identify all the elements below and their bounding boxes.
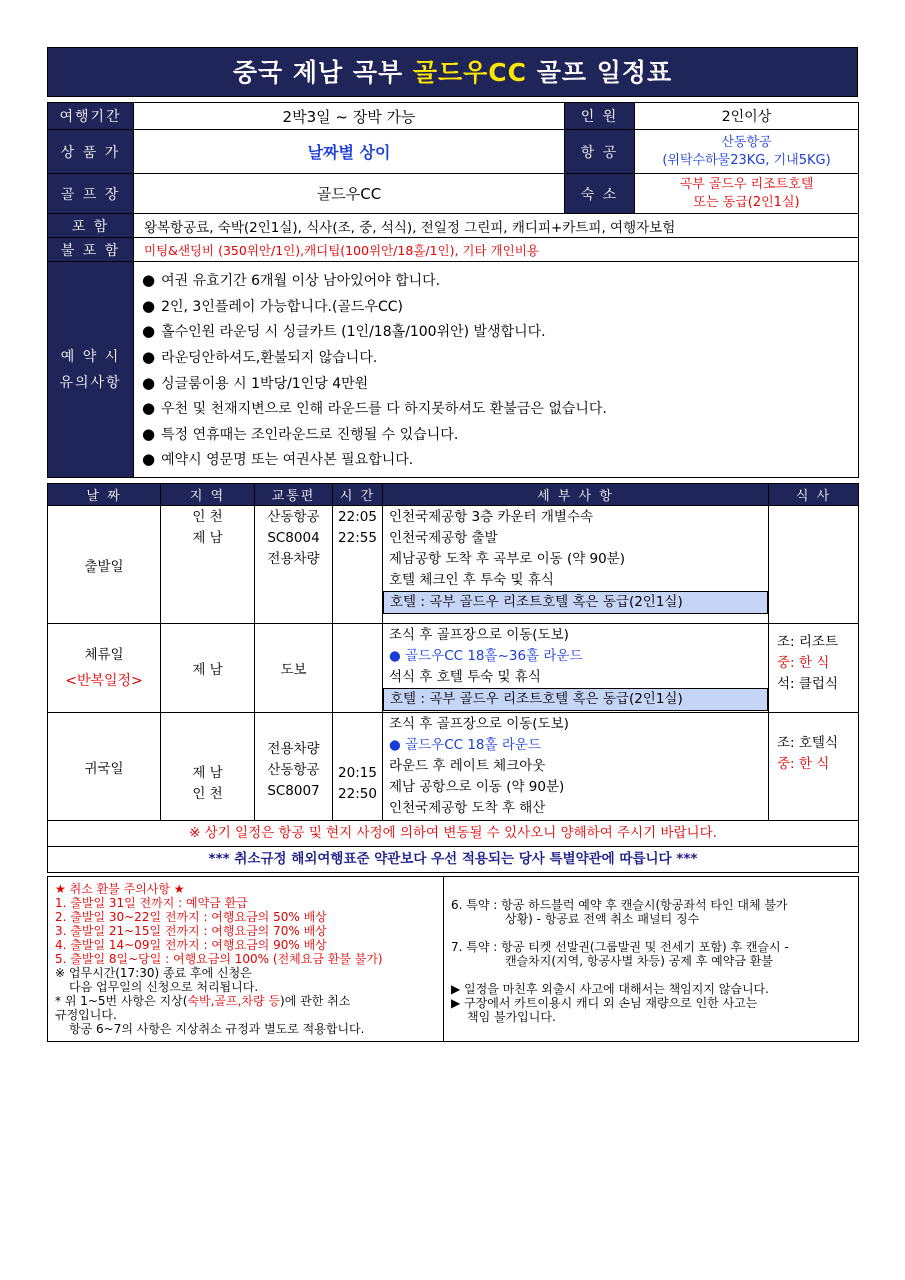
period-label: 여행기간 — [48, 103, 134, 130]
golf-value: 골드우CC — [134, 174, 565, 214]
policy-notice: *** 취소규정 해외여행표준 약관보다 우선 적용되는 당사 특별약관에 따릅니다 *** — [48, 847, 859, 873]
included-value: 왕복항공료, 숙박(2인1실), 식사(조, 중, 석식), 전일정 그린피, 캐디피+카트피, 여행자보험 — [134, 214, 859, 238]
refund-heading: ★ 취소 환불 주의사항 ★ — [55, 882, 185, 896]
day1-hotel: 호텔 : 곡부 골드우 리조트호텔 혹은 동급(2인1실) — [383, 591, 768, 614]
day1-region: 인 천 — [192, 509, 223, 525]
table-row — [48, 506, 859, 624]
day1-time: 22:55 — [338, 530, 377, 546]
circle-icon: ● — [389, 737, 401, 753]
day1-detail: 인천국제공항 3층 카운터 개별수속 — [389, 509, 594, 525]
air-line2: (위탁수하물23KG, 기내5KG) — [662, 152, 831, 168]
info-table — [47, 102, 859, 478]
day1-meals — [769, 506, 859, 624]
day1-detail: 호텔 체크인 후 투숙 및 휴식 — [389, 572, 554, 588]
schedule-table — [47, 483, 859, 873]
day3-detail: 인천국제공항 도착 후 해산 — [389, 800, 546, 816]
col-date: 날 짜 — [48, 484, 161, 506]
list-item: ● 특정 연휴때는 조인라운드로 진행될 수 있습니다. — [142, 424, 459, 443]
special-term: 상황) - 항공료 전액 취소 패널티 징수 — [505, 912, 700, 926]
special-term: 7. 특약 : 항공 티켓 선발권(그룹발권 및 전세기 포함) 후 캔슬시 - — [451, 940, 789, 954]
day2-meal: 조: 리조트 — [777, 634, 839, 650]
col-time: 시 간 — [333, 484, 383, 506]
refund-note: 다음 업무일의 신청으로 처리됩니다. — [69, 980, 259, 994]
special-term: 6. 특약 : 항공 하드블럭 예약 후 캔슬시(항공좌석 타인 대체 불가 — [451, 898, 788, 912]
refund-note: * 위 1~5번 사항은 지상(숙박,골프,차량 등)에 관한 취소 — [55, 994, 351, 1008]
air-label: 항 공 — [565, 130, 635, 174]
day1-region: 제 남 — [192, 530, 223, 546]
refund-item: 5. 출발일 8일~당일 : 여행요금의 100% (전체요금 환불 불가) — [55, 952, 383, 966]
notes-list — [134, 262, 859, 478]
day1-time: 22:05 — [338, 509, 377, 525]
day2-detail: ● 골드우CC 18홀~36홀 라운드 — [389, 648, 583, 664]
special-term: 캔슬차지(지역, 항공사별 차등) 공제 후 예약금 환불 — [505, 954, 773, 968]
col-region: 지 역 — [161, 484, 255, 506]
day3-transport: 산동항공 — [267, 762, 320, 778]
stay-line1: 곡부 골드우 리조트호텔 — [679, 176, 814, 192]
excluded-label: 불 포 함 — [48, 238, 134, 262]
refund-table — [47, 876, 859, 1042]
day1-detail: 제남공항 도착 후 곡부로 이동 (약 90분) — [389, 551, 626, 567]
title-prefix: 중국 제남 곡부 — [232, 58, 413, 87]
list-item: ● 싱글룸이용 시 1박당/1인당 4만원 — [142, 373, 369, 392]
price-label: 상 품 가 — [48, 130, 134, 174]
day3-meal: 중: 한 식 — [777, 756, 830, 772]
day3-detail: ● 골드우CC 18홀 라운드 — [389, 737, 541, 753]
table-row — [48, 624, 859, 713]
day2-region: 제 남 — [161, 624, 255, 713]
refund-item: 1. 출발일 31일 전까지 : 예약금 환급 — [55, 896, 248, 910]
day3-name: 귀국일 — [48, 713, 161, 821]
included-label: 포 함 — [48, 214, 134, 238]
day1-name: 출발일 — [48, 506, 161, 624]
day3-region: 인 천 — [192, 786, 223, 802]
stay-line2: 또는 동급(2인1실) — [693, 194, 800, 210]
day2-sub: <반복일정> — [65, 673, 143, 689]
air-line1: 산동항공 — [721, 134, 772, 150]
stay-label: 숙 소 — [565, 174, 635, 214]
day2-transport: 도보 — [255, 624, 333, 713]
day2-detail: 석식 후 호텔 투숙 및 휴식 — [389, 669, 541, 685]
title-highlight: 골드우CC — [412, 58, 527, 87]
refund-note: 항공 6~7의 사항은 지상취소 규정과 별도로 적용합니다. — [69, 1022, 365, 1036]
refund-item: 2. 출발일 30~22일 전까지 : 여행요금의 50% 배상 — [55, 910, 327, 924]
list-item: ● 2인, 3인플레이 가능합니다.(골드우CC) — [142, 296, 403, 315]
day2-detail: 조식 후 골프장으로 이동(도보) — [389, 627, 569, 643]
period-value: 2박3일 ~ 장박 가능 — [134, 103, 565, 130]
day1-transport: 전용차량 — [267, 551, 320, 567]
circle-icon: ● — [389, 648, 401, 664]
itinerary-document — [47, 47, 858, 1042]
day3-detail: 라운드 후 레이트 체크아웃 — [389, 758, 546, 774]
col-transport: 교통편 — [255, 484, 333, 506]
disclaimer: 책임 불가입니다. — [467, 1010, 556, 1024]
day3-detail: 제남 공항으로 이동 (약 90분) — [389, 779, 565, 795]
day2-hotel: 호텔 : 곡부 골드우 리조트호텔 혹은 동급(2인1실) — [383, 688, 768, 711]
day3-time: 20:15 — [338, 765, 377, 781]
col-meals: 식 사 — [769, 484, 859, 506]
day3-transport: 전용차량 — [267, 741, 320, 757]
day1-transport: SC8004 — [267, 530, 320, 546]
day2-name: 체류일 — [84, 647, 124, 663]
day3-region: 제 남 — [192, 765, 223, 781]
price-value: 날짜별 상이 — [134, 130, 565, 174]
schedule-notice: ※ 상기 일정은 항공 및 현지 사정에 의하여 변동될 수 있사오니 양해하여 주시기 바랍니다. — [48, 821, 859, 847]
list-item: ● 홀수인원 라운딩 시 싱글카트 (1인/18홀/100위안) 발생합니다. — [142, 322, 546, 341]
disclaimer: ▶ 구장에서 카트이용시 캐디 외 손님 재량으로 인한 사고는 — [451, 996, 758, 1010]
notes-label-1: 예 약 시 — [60, 348, 121, 365]
list-item: ● 예약시 영문명 또는 여권사본 필요합니다. — [142, 450, 414, 469]
col-details: 세 부 사 항 — [383, 484, 769, 506]
notes-label-2: 유의사항 — [59, 374, 122, 391]
refund-note: 규정입니다. — [55, 1008, 117, 1022]
day1-detail: 인천국제공항 출발 — [389, 530, 498, 546]
day1-transport: 산동항공 — [267, 509, 320, 525]
disclaimer: ▶ 일정을 마친후 외출시 사고에 대해서는 책임지지 않습니다. — [451, 982, 769, 996]
day2-meal: 중: 한 식 — [777, 655, 830, 671]
day3-time: 22:50 — [338, 786, 377, 802]
list-item: ● 라운딩안하셔도,환불되지 않습니다. — [142, 347, 378, 366]
golf-label: 골 프 장 — [48, 174, 134, 214]
table-row — [48, 713, 859, 821]
day2-meal: 석: 클럽식 — [777, 676, 839, 692]
excluded-value: 미팅&샌딩비 (350위안/1인),캐디팁(100위안/18홀/1인), 기타 개인비용 — [134, 238, 859, 262]
title-suffix: 골프 일정표 — [527, 58, 673, 87]
people-value: 2인이상 — [635, 103, 859, 130]
refund-item: 3. 출발일 21~15일 전까지 : 여행요금의 70% 배상 — [55, 924, 327, 938]
list-item: ● 여권 유효기간 6개월 이상 남아있어야 합니다. — [142, 271, 441, 290]
refund-item: 4. 출발일 14~09일 전까지 : 여행요금의 90% 배상 — [55, 938, 327, 952]
day3-detail: 조식 후 골프장으로 이동(도보) — [389, 716, 569, 732]
page-title — [47, 47, 858, 97]
people-label: 인 원 — [565, 103, 635, 130]
refund-note: ※ 업무시간(17:30) 종료 후에 신청은 — [55, 966, 252, 980]
list-item: ● 우천 및 천재지변으로 인해 라운드를 다 하지못하셔도 환불금은 없습니다. — [142, 399, 607, 418]
day3-transport: SC8007 — [267, 783, 320, 799]
day3-meal: 조: 호텔식 — [777, 735, 839, 751]
